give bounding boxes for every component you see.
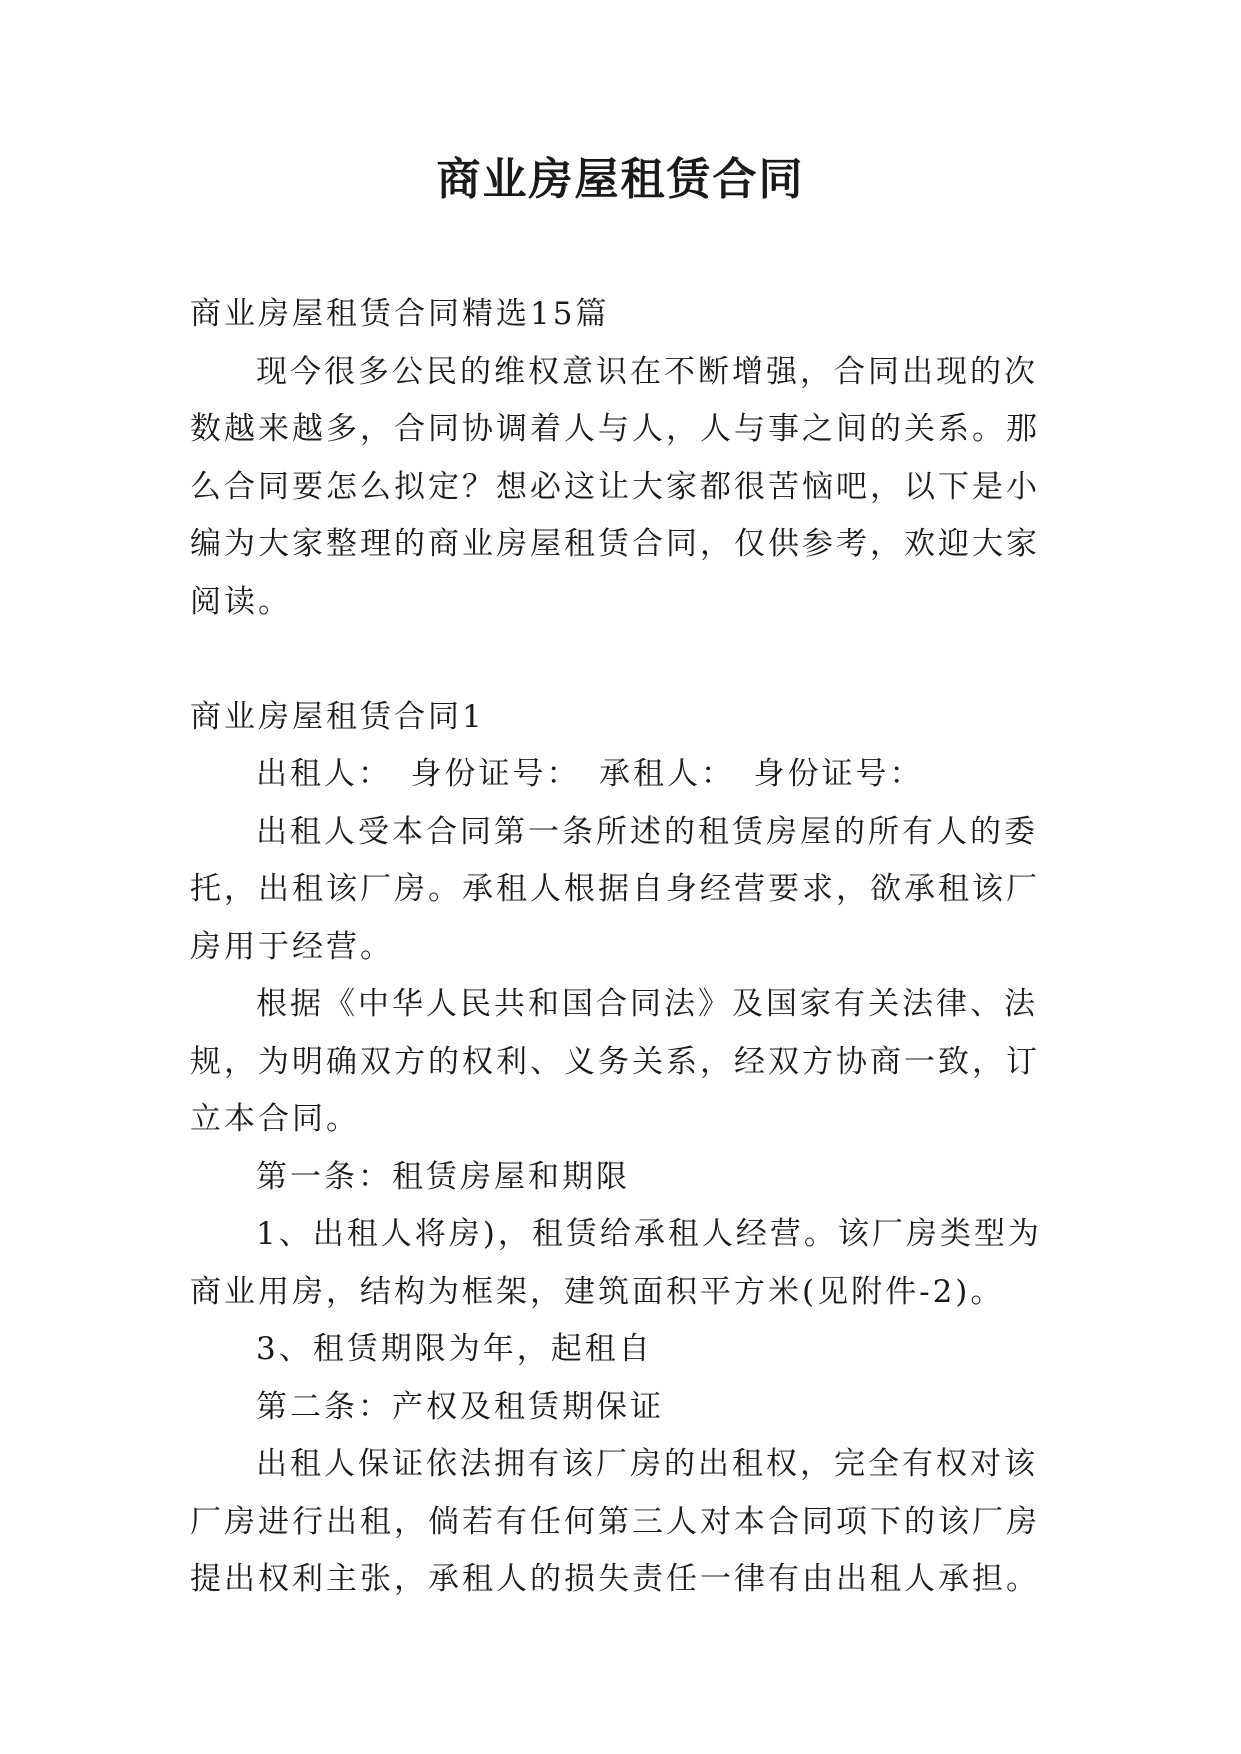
clause-paragraph: 3、租赁期限为年，起租自 [256, 1331, 653, 1367]
intro-paragraph: 现今很多公民的维权意识在不断增强，合同出现的次数越来越多，合同协调着人与人，人与事之间的关系。那么合同要怎么拟定？想必这让大家都很苦恼吧，以下是小编为大家整理的商业房屋租赁合同，仅供参考，欢迎大家阅读。 [190, 353, 1040, 620]
clause-paragraph: 1、出租人将房)，租赁给承租人经营。该厂房类型为商业用房，结构为框架，建筑面积平方米(见附件-2)。 [190, 1216, 1042, 1310]
section-heading: 商业房屋租赁合同1 [190, 698, 485, 735]
document-title: 商业房屋租赁合同 [436, 154, 805, 205]
paragraph-gap [190, 631, 1056, 689]
body-paragraph: 出租人受本合同第一条所述的租赁房屋的所有人的委托，出租该厂房。承租人根据自身经营要求，欲承租该厂房用于经营。 [190, 813, 1040, 965]
article-heading: 第一条：租赁房屋和期限 [256, 1158, 630, 1195]
document-body [190, 286, 1056, 1609]
subtitle-paragraph: 商业房屋租赁合同精选15篇 [190, 296, 610, 332]
body-paragraph: 根据《中华人民共和国合同法》及国家有关法律、法规，为明确双方的权利、义务关系，经双方协商一致，订立本合同。 [190, 986, 1040, 1137]
article-heading: 第二条：产权及租赁期保证 [256, 1388, 664, 1425]
body-paragraph: 出租人保证依法拥有该厂房的出租权，完全有权对该厂房进行出租，倘若有任何第三人对本合同项下的该厂房提出权利主张，承租人的损失责任一律有由出租人承担。 [190, 1446, 1040, 1597]
party-info-line: 出租人： 身份证号： 承租人： 身份证号： [256, 756, 924, 792]
